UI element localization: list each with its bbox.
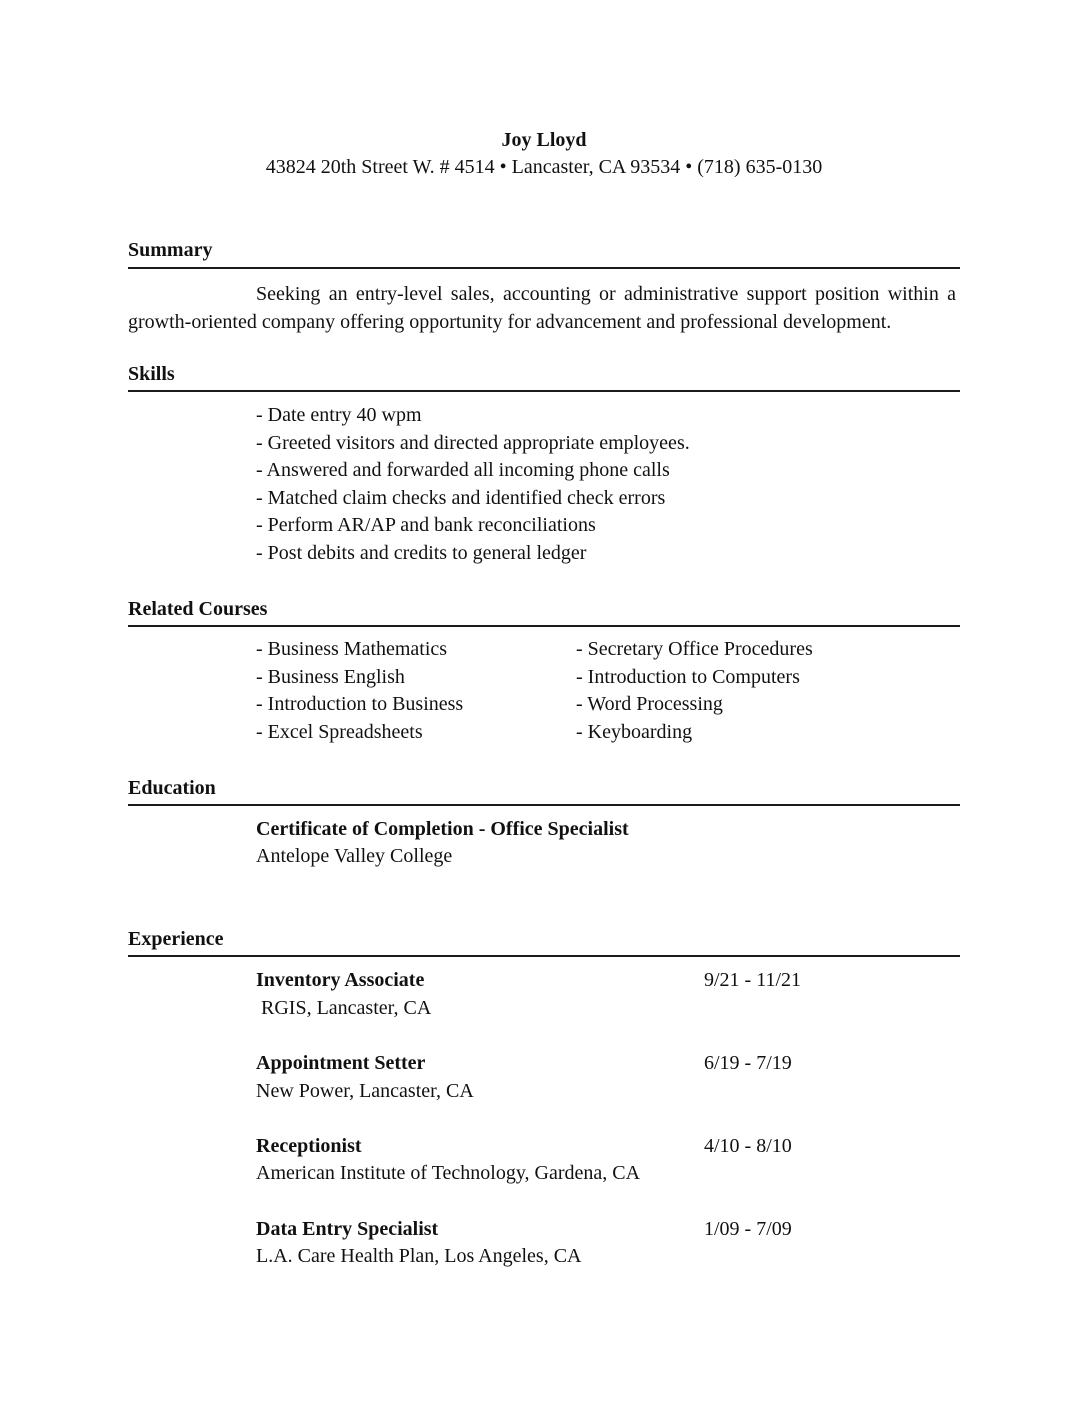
course-item: - Introduction to Business (256, 693, 464, 716)
education-divider (128, 804, 960, 806)
skills-divider (128, 390, 960, 392)
skill-item: - Matched claim checks and identified check errors (256, 486, 666, 509)
course-item: - Secretary Office Procedures (576, 638, 813, 660)
summary-text: Seeking an entry-level sales, accounting or administrative support position within a growth-oriented company offering opportunity for advancement and professional development. (128, 283, 956, 333)
summary-divider (128, 267, 960, 269)
skills-heading: Skills (128, 363, 175, 385)
job-dates: 9/21 - 11/21 (704, 969, 802, 991)
course-item: - Keyboarding (576, 720, 693, 743)
experience-divider (128, 955, 960, 957)
courses-list-left (256, 636, 463, 746)
education-heading: Education (128, 777, 216, 799)
job-title: Appointment Setter (256, 1052, 426, 1074)
courses-divider (128, 625, 960, 627)
courses-heading: Related Courses (128, 598, 268, 620)
skill-item: - Post debits and credits to general ledger (256, 541, 587, 564)
course-item: - Business Mathematics (256, 638, 448, 660)
education-degree: Certificate of Completion - Office Specialist (256, 818, 629, 840)
job-company: RGIS, Lancaster, CA (256, 997, 432, 1019)
job-dates: 6/19 - 7/19 (704, 1052, 792, 1074)
job-company: New Power, Lancaster, CA (256, 1080, 474, 1102)
experience-heading: Experience (128, 928, 224, 950)
applicant-name: Joy Lloyd (501, 129, 587, 151)
job-title: Data Entry Specialist (256, 1218, 439, 1240)
job-title: Receptionist (256, 1135, 362, 1157)
course-item: - Business English (256, 665, 405, 688)
contact-line: 43824 20th Street W. # 4514 • Lancaster, CA 93534 • (718) 635-0130 (265, 156, 823, 178)
job-company: L.A. Care Health Plan, Los Angeles, CA (256, 1245, 582, 1267)
courses-list-right (576, 636, 813, 746)
course-item: - Introduction to Computers (576, 665, 800, 688)
skill-item: - Date entry 40 wpm (256, 404, 422, 426)
skill-item: - Greeted visitors and directed appropriate employees. (256, 431, 690, 454)
skill-item: - Perform AR/AP and bank reconciliations (256, 514, 596, 537)
job-company: American Institute of Technology, Gardena, CA (256, 1162, 641, 1184)
job-dates: 4/10 - 8/10 (704, 1135, 792, 1157)
summary-heading: Summary (128, 239, 213, 261)
course-item: - Word Processing (576, 693, 723, 716)
course-item: - Excel Spreadsheets (256, 720, 423, 743)
skill-item: - Answered and forwarded all incoming phone calls (256, 459, 670, 482)
job-dates: 1/09 - 7/09 (704, 1218, 792, 1240)
skills-list (256, 402, 690, 568)
job-title: Inventory Associate (256, 969, 425, 991)
education-school: Antelope Valley College (256, 845, 453, 867)
